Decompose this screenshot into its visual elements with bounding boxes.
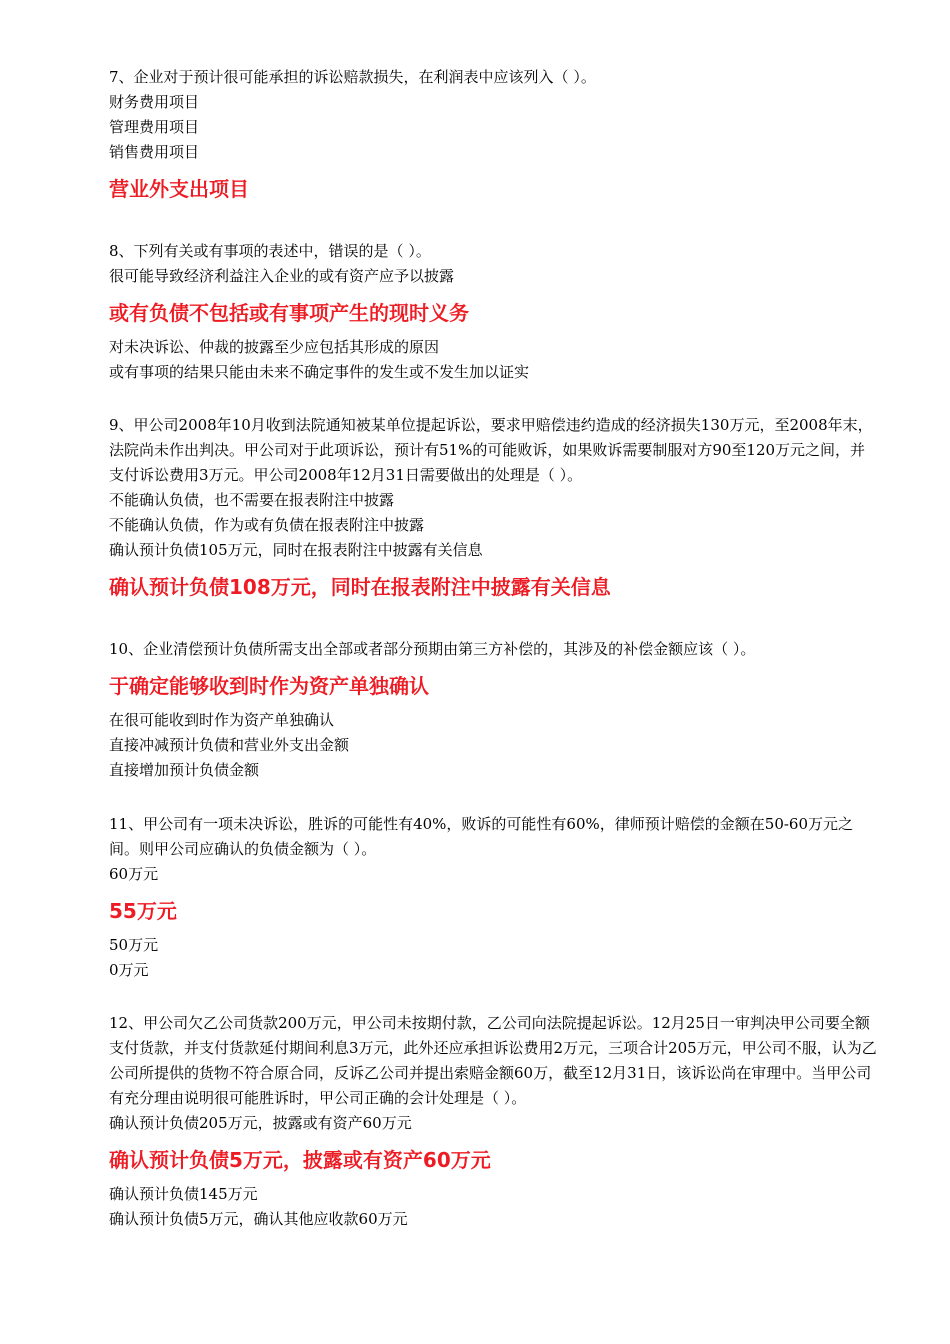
question-stem: 11、甲公司有一项未决诉讼，胜诉的可能性有40%，败诉的可能性有60%，律师预计赔偿的金额在50-60万元之间。则甲公司应确认的负债金额为（ ）。 <box>109 815 854 858</box>
question-9 <box>109 413 879 609</box>
option-text: 财务费用项目 <box>109 93 200 111</box>
option-text: 确认预计负债145万元 <box>109 1185 258 1203</box>
correct-answer: 于确定能够收到时作为资产单独确认 <box>109 674 429 698</box>
question-stem: 12、甲公司欠乙公司货款200万元，甲公司未按期付款，乙公司向法院提起诉讼。12月25日一审判决甲公司要全额支付货款，并支付货款延付期间利息3万元，此外还应承担诉讼费用2万元，三项合计205万元，甲公司不服，认为乙公司所提供的货物不符合原合同，反诉乙公司并提出索赔金额60万，截至12月31日，该诉讼尚在审理中。当甲公司有充分理由说明很可能胜诉时，甲公司正确的会计处理是（ ）。 <box>109 1014 877 1107</box>
correct-answer: 55万元 <box>109 899 177 923</box>
question-stem: 10、企业清偿预计负债所需支出全部或者部分预期由第三方补偿的，其涉及的补偿金额应该（ ）。 <box>109 640 756 658</box>
question-stem: 7、企业对于预计很可能承担的诉讼赔款损失，在利润表中应该列入（ ）。 <box>109 68 596 86</box>
option-text: 在很可能收到时作为资产单独确认 <box>109 711 335 729</box>
question-8 <box>109 239 879 385</box>
option-text: 直接冲减预计负债和营业外支出金额 <box>109 736 350 754</box>
option-text: 不能确认负债，也不需要在报表附注中披露 <box>109 491 395 509</box>
option-text: 60万元 <box>109 865 159 883</box>
option-text: 确认预计负债105万元，同时在报表附注中披露有关信息 <box>109 541 483 559</box>
option-text: 直接增加预计负债金额 <box>109 761 260 779</box>
option-text: 对未决诉讼、仲裁的披露至少应包括其形成的原因 <box>109 338 440 356</box>
question-11 <box>109 812 879 983</box>
correct-answer: 确认预计负债108万元，同时在报表附注中披露有关信息 <box>109 575 611 599</box>
question-7 <box>109 65 879 211</box>
correct-answer: 确认预计负债5万元，披露或有资产60万元 <box>109 1148 491 1172</box>
option-text: 0万元 <box>109 961 149 979</box>
question-12 <box>109 1011 879 1232</box>
correct-answer: 营业外支出项目 <box>109 177 249 201</box>
option-text: 确认预计负债5万元，确认其他应收款60万元 <box>109 1210 408 1228</box>
option-text: 销售费用项目 <box>109 143 200 161</box>
option-text: 确认预计负债205万元，披露或有资产60万元 <box>109 1114 412 1132</box>
option-text: 很可能导致经济利益注入企业的或有资产应予以披露 <box>109 267 455 285</box>
option-text: 不能确认负债，作为或有负债在报表附注中披露 <box>109 516 425 534</box>
option-text: 50万元 <box>109 936 159 954</box>
correct-answer: 或有负债不包括或有事项产生的现时义务 <box>109 301 469 325</box>
option-text: 或有事项的结果只能由未来不确定事件的发生或不发生加以证实 <box>109 363 530 381</box>
question-10 <box>109 637 879 783</box>
option-text: 管理费用项目 <box>109 118 200 136</box>
question-stem: 9、甲公司2008年10月收到法院通知被某单位提起诉讼，要求甲赔偿违约造成的经济损失130万元，至2008年末，法院尚未作出判决。甲公司对于此项诉讼，预计有51%的可能败诉，如果败诉需要制服对方90至120万元之间，并支付诉讼费用3万元。甲公司2008年12月31日需要做出的处理是（ ）。 <box>109 416 873 484</box>
question-stem: 8、下列有关或有事项的表述中，错误的是（ ）。 <box>109 242 431 260</box>
